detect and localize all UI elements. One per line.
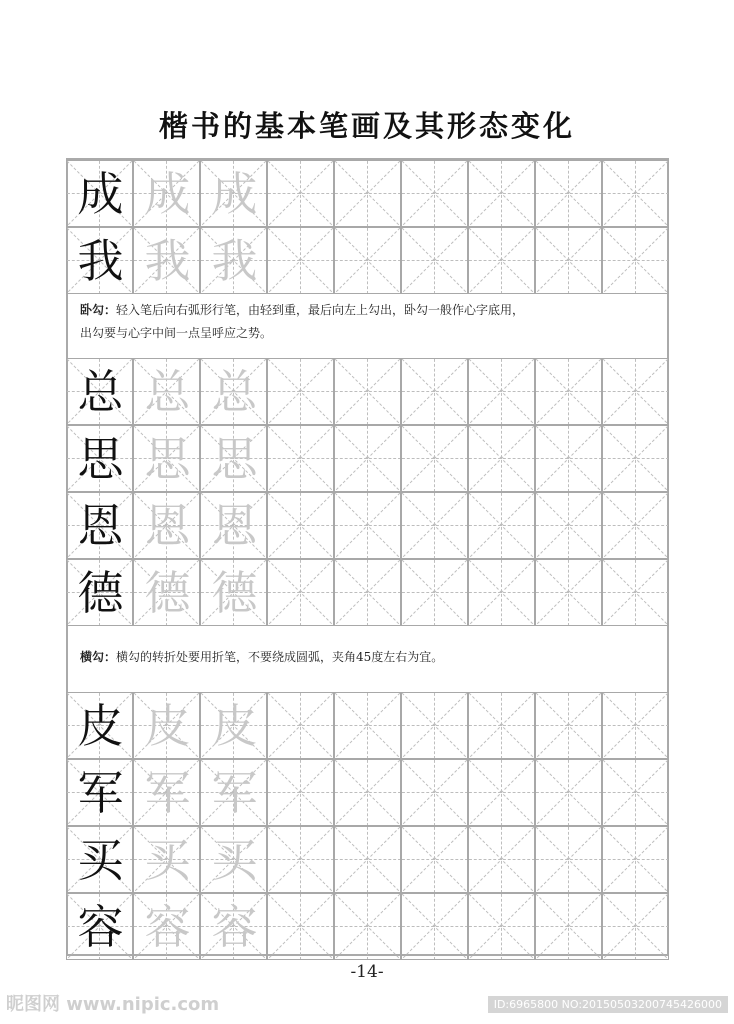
trace-character: 皮: [144, 699, 191, 753]
empty-practice-cell: [267, 492, 334, 559]
stroke-term: 卧勾：: [80, 303, 117, 317]
mizige-guides: [603, 493, 668, 558]
trace-character: 德: [144, 566, 191, 620]
empty-practice-cell: [334, 160, 401, 227]
mizige-guides: [402, 493, 467, 558]
practice-row: [66, 692, 669, 759]
mizige-guides: [603, 693, 668, 758]
mizige-guides: [402, 161, 467, 226]
empty-practice-cell: [267, 160, 334, 227]
empty-practice-cell: [602, 358, 669, 425]
trace-character: 我: [211, 234, 258, 288]
trace-character: 恩: [211, 499, 258, 553]
description-line: [80, 646, 654, 669]
page-title: 楷书的基本笔画及其形态变化: [158, 109, 575, 143]
mizige-guides: [469, 359, 534, 424]
trace-character: 总: [144, 365, 191, 419]
empty-practice-cell: [602, 160, 669, 227]
empty-practice-cell: [535, 227, 602, 294]
model-char-cell: [66, 227, 133, 294]
empty-practice-cell: [535, 492, 602, 559]
trace-char-cell: [200, 759, 267, 826]
mizige-guides: [268, 693, 333, 758]
mizige-guides: [536, 827, 601, 892]
mizige-guides: [268, 359, 333, 424]
trace-character: 容: [211, 900, 258, 954]
empty-practice-cell: [267, 358, 334, 425]
empty-practice-cell: [602, 759, 669, 826]
model-char-cell: [66, 358, 133, 425]
empty-practice-cell: [602, 826, 669, 893]
model-char-cell: [66, 826, 133, 893]
trace-char-cell: [133, 893, 200, 960]
mizige-guides: [603, 426, 668, 491]
mizige-guides: [402, 359, 467, 424]
trace-character: 容: [144, 900, 191, 954]
mizige-guides: [335, 493, 400, 558]
mizige-guides: [469, 426, 534, 491]
mizige-guides: [268, 161, 333, 226]
description-line: [80, 322, 654, 345]
empty-practice-cell: [334, 358, 401, 425]
mizige-guides: [335, 426, 400, 491]
empty-practice-cell: [468, 160, 535, 227]
empty-practice-cell: [267, 759, 334, 826]
mizige-guides: [469, 228, 534, 293]
trace-character: 我: [144, 234, 191, 288]
mizige-guides: [268, 827, 333, 892]
mizige-guides: [469, 560, 534, 625]
mizige-guides: [603, 161, 668, 226]
empty-practice-cell: [468, 692, 535, 759]
model-character: 军: [77, 766, 124, 820]
trace-char-cell: [133, 160, 200, 227]
mizige-guides: [268, 894, 333, 959]
practice-row: [66, 559, 669, 626]
empty-practice-cell: [334, 826, 401, 893]
model-character: 容: [77, 900, 124, 954]
trace-character: 思: [211, 432, 258, 486]
empty-practice-cell: [334, 559, 401, 626]
empty-practice-cell: [535, 826, 602, 893]
mizige-guides: [536, 560, 601, 625]
description-text: 横勾的转折处要用折笔，不要绕成圆弧，夹角45度左右为宜。: [116, 650, 444, 664]
trace-character: 思: [144, 432, 191, 486]
practice-row: [66, 160, 669, 227]
trace-character: 总: [211, 365, 258, 419]
model-char-cell: [66, 759, 133, 826]
mizige-guides: [469, 493, 534, 558]
practice-row: [66, 759, 669, 826]
empty-practice-cell: [401, 358, 468, 425]
trace-char-cell: [200, 559, 267, 626]
trace-character: 成: [144, 167, 191, 221]
trace-char-cell: [200, 826, 267, 893]
mizige-guides: [469, 827, 534, 892]
empty-practice-cell: [602, 492, 669, 559]
empty-practice-cell: [401, 893, 468, 960]
mizige-guides: [335, 161, 400, 226]
model-char-cell: [66, 425, 133, 492]
empty-practice-cell: [602, 692, 669, 759]
empty-practice-cell: [468, 893, 535, 960]
description-text: 轻入笔后向右弧形行笔，由轻到重，最后向左上勾出，卧勾一般作心字底用，: [116, 303, 525, 317]
trace-character: 军: [211, 766, 258, 820]
page-number: -14-: [350, 962, 384, 982]
empty-practice-cell: [468, 227, 535, 294]
empty-practice-cell: [535, 559, 602, 626]
mizige-guides: [402, 560, 467, 625]
model-character: 皮: [77, 699, 124, 753]
practice-row: [66, 893, 669, 960]
practice-row: [66, 227, 669, 294]
mizige-guides: [536, 894, 601, 959]
mizige-guides: [603, 760, 668, 825]
mizige-guides: [335, 359, 400, 424]
model-char-cell: [66, 692, 133, 759]
mizige-guides: [402, 827, 467, 892]
model-character: 总: [77, 365, 124, 419]
mizige-guides: [402, 426, 467, 491]
trace-char-cell: [200, 492, 267, 559]
trace-char-cell: [200, 425, 267, 492]
model-character: 我: [77, 234, 124, 288]
empty-practice-cell: [535, 893, 602, 960]
trace-char-cell: [200, 893, 267, 960]
mizige-guides: [335, 693, 400, 758]
trace-character: 买: [211, 833, 258, 887]
empty-practice-cell: [602, 425, 669, 492]
empty-practice-cell: [334, 492, 401, 559]
practice-row: [66, 358, 669, 425]
model-character: 德: [77, 566, 124, 620]
model-char-cell: [66, 559, 133, 626]
mizige-guides: [603, 560, 668, 625]
stroke-description: [68, 294, 666, 356]
trace-char-cell: [133, 559, 200, 626]
mizige-guides: [536, 760, 601, 825]
trace-char-cell: [200, 358, 267, 425]
empty-practice-cell: [267, 826, 334, 893]
mizige-guides: [469, 760, 534, 825]
mizige-guides: [402, 228, 467, 293]
trace-char-cell: [133, 759, 200, 826]
empty-practice-cell: [401, 759, 468, 826]
empty-practice-cell: [401, 160, 468, 227]
empty-practice-cell: [602, 227, 669, 294]
trace-character: 成: [211, 167, 258, 221]
empty-practice-cell: [267, 559, 334, 626]
mizige-guides: [402, 760, 467, 825]
empty-practice-cell: [401, 559, 468, 626]
trace-char-cell: [200, 692, 267, 759]
model-character: 思: [77, 432, 124, 486]
empty-practice-cell: [535, 425, 602, 492]
trace-char-cell: [133, 227, 200, 294]
trace-char-cell: [133, 826, 200, 893]
mizige-guides: [335, 560, 400, 625]
empty-practice-cell: [535, 692, 602, 759]
trace-character: 军: [144, 766, 191, 820]
mizige-guides: [335, 760, 400, 825]
empty-practice-cell: [468, 358, 535, 425]
empty-practice-cell: [468, 425, 535, 492]
mizige-guides: [268, 228, 333, 293]
model-char-cell: [66, 492, 133, 559]
trace-character: 皮: [211, 699, 258, 753]
mizige-guides: [536, 493, 601, 558]
empty-practice-cell: [401, 492, 468, 559]
practice-row: [66, 425, 669, 492]
empty-practice-cell: [401, 227, 468, 294]
empty-practice-cell: [334, 893, 401, 960]
trace-char-cell: [133, 692, 200, 759]
empty-practice-cell: [401, 692, 468, 759]
empty-practice-cell: [267, 425, 334, 492]
empty-practice-cell: [535, 358, 602, 425]
mizige-guides: [603, 894, 668, 959]
mizige-guides: [469, 161, 534, 226]
mizige-guides: [268, 426, 333, 491]
empty-practice-cell: [334, 425, 401, 492]
mizige-guides: [536, 161, 601, 226]
mizige-guides: [469, 693, 534, 758]
description-line: [80, 299, 654, 322]
empty-practice-cell: [334, 227, 401, 294]
model-character: 买: [77, 833, 124, 887]
empty-practice-cell: [334, 692, 401, 759]
watermark-id: ID:6965800 NO:20150503200745426000: [488, 996, 728, 1013]
mizige-guides: [402, 894, 467, 959]
model-character: 成: [77, 167, 124, 221]
empty-practice-cell: [602, 559, 669, 626]
mizige-guides: [335, 228, 400, 293]
empty-practice-cell: [535, 160, 602, 227]
mizige-guides: [536, 693, 601, 758]
empty-practice-cell: [602, 893, 669, 960]
trace-char-cell: [133, 492, 200, 559]
mizige-guides: [536, 228, 601, 293]
trace-char-cell: [133, 358, 200, 425]
empty-practice-cell: [468, 559, 535, 626]
empty-practice-cell: [401, 425, 468, 492]
mizige-guides: [268, 560, 333, 625]
mizige-guides: [268, 760, 333, 825]
stroke-term: 横勾：: [80, 650, 117, 664]
mizige-guides: [603, 359, 668, 424]
mizige-guides: [402, 693, 467, 758]
description-text: 出勾要与心字中间一点呈呼应之势。: [80, 326, 273, 340]
trace-character: 买: [144, 833, 191, 887]
mizige-guides: [335, 827, 400, 892]
mizige-guides: [603, 228, 668, 293]
mizige-guides: [536, 359, 601, 424]
empty-practice-cell: [401, 826, 468, 893]
model-char-cell: [66, 893, 133, 960]
empty-practice-cell: [334, 759, 401, 826]
empty-practice-cell: [535, 759, 602, 826]
empty-practice-cell: [267, 692, 334, 759]
trace-char-cell: [200, 227, 267, 294]
mizige-guides: [335, 894, 400, 959]
empty-practice-cell: [267, 227, 334, 294]
empty-practice-cell: [267, 893, 334, 960]
stroke-description: [68, 628, 666, 688]
model-character: 恩: [77, 499, 124, 553]
watermark-logo: 昵图网 www.nipic.com: [6, 994, 220, 1015]
empty-practice-cell: [468, 759, 535, 826]
model-char-cell: [66, 160, 133, 227]
empty-practice-cell: [468, 826, 535, 893]
trace-character: 恩: [144, 499, 191, 553]
mizige-guides: [268, 493, 333, 558]
mizige-guides: [536, 426, 601, 491]
trace-character: 德: [211, 566, 258, 620]
trace-char-cell: [200, 160, 267, 227]
trace-char-cell: [133, 425, 200, 492]
practice-row: [66, 492, 669, 559]
empty-practice-cell: [468, 492, 535, 559]
mizige-guides: [603, 827, 668, 892]
mizige-guides: [469, 894, 534, 959]
practice-row: [66, 826, 669, 893]
